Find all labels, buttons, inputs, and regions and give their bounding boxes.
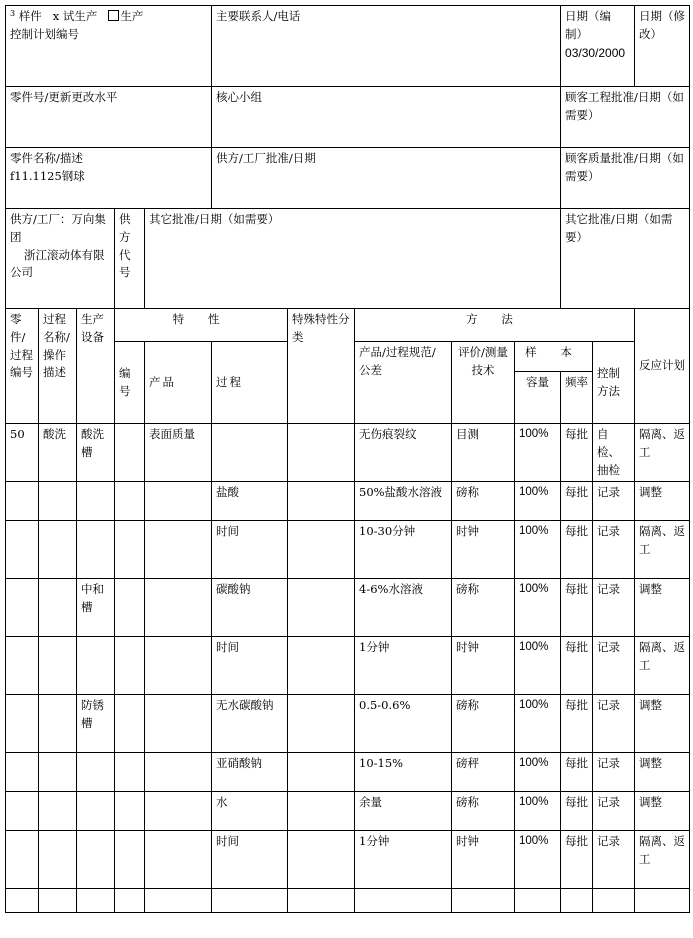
row-char-no xyxy=(115,424,145,482)
row-spec: 10-15% xyxy=(355,753,452,792)
supplier-value-group: 万向集团 xyxy=(10,212,106,244)
orig-date-value: 03/30/2000 xyxy=(565,45,626,60)
row-special xyxy=(288,482,355,521)
core-team-cell xyxy=(212,87,561,148)
row-char-no xyxy=(115,482,145,521)
row-special xyxy=(288,637,355,695)
col-reaction-plan: 反应计划 xyxy=(635,309,690,424)
row-part-no xyxy=(6,637,39,695)
row-control: 记录 xyxy=(593,637,635,695)
row-sample-freq: 每批 xyxy=(561,521,593,579)
row-char-no xyxy=(115,792,145,831)
row-sample-size: 100% xyxy=(515,831,561,889)
supplier-code-label: 供方代号 xyxy=(119,212,131,280)
table-row xyxy=(6,521,690,579)
control-plan-table xyxy=(5,5,690,913)
row-process xyxy=(212,424,288,482)
rev-date-cell xyxy=(635,6,690,87)
row-process-name xyxy=(39,792,77,831)
row-equipment xyxy=(77,482,115,521)
row-char-no xyxy=(115,831,145,889)
table-row xyxy=(6,695,690,753)
type-check-mark: x xyxy=(52,9,60,23)
row-sample-size: 100% xyxy=(515,482,561,521)
customer-eng-cell xyxy=(561,87,690,148)
customer-quality-cell xyxy=(561,148,690,209)
row-eval: 目测 xyxy=(452,424,515,482)
row-char-no xyxy=(115,521,145,579)
row-equipment xyxy=(77,792,115,831)
row-product xyxy=(145,482,212,521)
row-product xyxy=(145,695,212,753)
supplier-approval-label: 供方/工厂批准/日期 xyxy=(216,151,316,165)
col-control-method: 控制方法 xyxy=(593,342,635,424)
row-sample-size: 100% xyxy=(515,424,561,482)
row-product xyxy=(145,521,212,579)
row-part-no xyxy=(6,521,39,579)
contact-label: 主要联系人/电话 xyxy=(216,9,301,23)
type-option-sample: 样件 xyxy=(18,9,42,23)
row-eval: 磅称 xyxy=(452,695,515,753)
col-sample: 样 本 xyxy=(515,342,593,372)
table-row xyxy=(6,637,690,695)
col-spec: 产品/过程规范/公差 xyxy=(355,342,452,424)
row-sample-freq: 每批 xyxy=(561,792,593,831)
row-sample-size: 100% xyxy=(515,637,561,695)
row-sample-freq: 每批 xyxy=(561,753,593,792)
other-approval-cell xyxy=(145,209,561,309)
col-part-process-no: 零件/过程编号 xyxy=(6,309,39,424)
col-methods: 方 法 xyxy=(355,309,635,342)
row-eval: 磅称 xyxy=(452,792,515,831)
supplier-value-company: 浙江滚动体有限公司 xyxy=(10,247,105,280)
row-product xyxy=(145,792,212,831)
row-control: 记录 xyxy=(593,521,635,579)
row-control: 记录 xyxy=(593,753,635,792)
row-reaction: 调整 xyxy=(635,695,690,753)
row-sample-freq: 每批 xyxy=(561,579,593,637)
row-char-no xyxy=(115,579,145,637)
type-checkbox-production xyxy=(108,10,119,21)
row-reaction: 隔离、返工 xyxy=(635,637,690,695)
row-equipment: 酸洗槽 xyxy=(77,424,115,482)
row-part-no xyxy=(6,579,39,637)
row-product: 表面质量 xyxy=(145,424,212,482)
row-sample-freq: 每批 xyxy=(561,424,593,482)
row-reaction: 隔离、返工 xyxy=(635,831,690,889)
row-process: 无水碳酸钠 xyxy=(212,695,288,753)
row-spec: 4-6%水溶液 xyxy=(355,579,452,637)
row-eval: 时钟 xyxy=(452,521,515,579)
row-equipment xyxy=(77,831,115,889)
customer-quality-label: 顾客质量批准/日期（如需要） xyxy=(565,151,684,183)
type-option-production: 生产 xyxy=(120,9,144,23)
table-row xyxy=(6,579,690,637)
row-special xyxy=(288,579,355,637)
row-control: 记录 xyxy=(593,579,635,637)
row-sample-freq: 每批 xyxy=(561,482,593,521)
process-rows xyxy=(6,424,690,889)
supplier-cell xyxy=(6,209,115,309)
row-control: 自检、抽检 xyxy=(593,424,635,482)
row-control: 记录 xyxy=(593,482,635,521)
row-sample-freq: 每批 xyxy=(561,695,593,753)
row-eval: 时钟 xyxy=(452,637,515,695)
row-control: 记录 xyxy=(593,831,635,889)
row-reaction: 调整 xyxy=(635,753,690,792)
row-part-no: 50 xyxy=(6,424,39,482)
row-process: 时间 xyxy=(212,637,288,695)
type-superscript: 3 xyxy=(10,9,16,18)
orig-date-cell xyxy=(561,6,635,87)
row-equipment: 防锈槽 xyxy=(77,695,115,753)
rev-date-label: 日期（修改） xyxy=(639,9,686,41)
table-row xyxy=(6,482,690,521)
row-spec: 50%盐酸水溶液 xyxy=(355,482,452,521)
row-special xyxy=(288,424,355,482)
row-process: 时间 xyxy=(212,521,288,579)
row-special xyxy=(288,831,355,889)
col-equipment: 生产设备 xyxy=(77,309,115,424)
row-equipment xyxy=(77,637,115,695)
table-row xyxy=(6,753,690,792)
col-process-name: 过程名称/操作描述 xyxy=(39,309,77,424)
customer-eng-label: 顾客工程批准/日期（如需要） xyxy=(565,90,684,122)
row-spec: 1分钟 xyxy=(355,637,452,695)
row-control: 记录 xyxy=(593,695,635,753)
row-char-no xyxy=(115,695,145,753)
row-sample-size: 100% xyxy=(515,695,561,753)
row-process-name xyxy=(39,482,77,521)
row-process-name xyxy=(39,579,77,637)
row-product xyxy=(145,579,212,637)
row-eval: 磅称 xyxy=(452,579,515,637)
row-product xyxy=(145,637,212,695)
row-eval: 磅秤 xyxy=(452,753,515,792)
row-process-name: 酸洗 xyxy=(39,424,77,482)
supplier-label: 供方/工厂： xyxy=(10,212,72,226)
row-spec: 10-30分钟 xyxy=(355,521,452,579)
row-sample-freq: 每批 xyxy=(561,831,593,889)
row-process-name xyxy=(39,753,77,792)
table-row xyxy=(6,792,690,831)
row-sample-size: 100% xyxy=(515,579,561,637)
row-process-name xyxy=(39,521,77,579)
row-eval: 时钟 xyxy=(452,831,515,889)
other-approval-label-2: 其它批准/日期（如需要） xyxy=(565,212,673,244)
row-reaction: 调整 xyxy=(635,579,690,637)
row-char-no xyxy=(115,753,145,792)
row-equipment xyxy=(77,521,115,579)
row-reaction: 隔离、返工 xyxy=(635,521,690,579)
row-special xyxy=(288,792,355,831)
row-special xyxy=(288,521,355,579)
type-option-trial: 试生产 xyxy=(62,9,98,23)
row-product xyxy=(145,753,212,792)
row-part-no xyxy=(6,482,39,521)
row-spec: 1分钟 xyxy=(355,831,452,889)
row-reaction: 隔离、返工 xyxy=(635,424,690,482)
row-reaction: 调整 xyxy=(635,792,690,831)
row-process: 盐酸 xyxy=(212,482,288,521)
other-approval-label: 其它批准/日期（如需要） xyxy=(149,212,280,226)
row-sample-freq: 每批 xyxy=(561,637,593,695)
row-sample-size: 100% xyxy=(515,792,561,831)
col-sample-freq: 频率 xyxy=(561,372,593,424)
col-char-no: 编号 xyxy=(115,342,145,424)
row-part-no xyxy=(6,695,39,753)
row-process: 亚硝酸钠 xyxy=(212,753,288,792)
row-process: 时间 xyxy=(212,831,288,889)
other-approval-cell-2 xyxy=(561,209,690,309)
row-reaction: 调整 xyxy=(635,482,690,521)
row-process: 水 xyxy=(212,792,288,831)
row-char-no xyxy=(115,637,145,695)
row-special xyxy=(288,695,355,753)
col-process: 过程 xyxy=(212,342,288,424)
contact-cell xyxy=(212,6,561,87)
col-characteristics: 特 性 xyxy=(115,309,288,342)
part-name-cell xyxy=(6,148,212,209)
supplier-code-cell xyxy=(115,209,145,309)
row-process-name xyxy=(39,831,77,889)
col-product: 产品 xyxy=(145,342,212,424)
core-team-label: 核心小组 xyxy=(216,90,262,104)
row-equipment: 中和槽 xyxy=(77,579,115,637)
row-control: 记录 xyxy=(593,792,635,831)
col-eval-tech: 评价/测量技术 xyxy=(452,342,515,424)
table-row xyxy=(6,831,690,889)
row-sample-size: 100% xyxy=(515,753,561,792)
col-sample-size: 容量 xyxy=(515,372,561,424)
orig-date-label: 日期（编制） xyxy=(565,9,612,41)
part-rev-label: 零件号/更新更改水平 xyxy=(10,90,118,104)
row-product xyxy=(145,831,212,889)
empty-row xyxy=(6,889,690,913)
row-process-name xyxy=(39,695,77,753)
row-process: 碳酸钠 xyxy=(212,579,288,637)
part-rev-cell xyxy=(6,87,212,148)
row-spec: 无伤痕裂纹 xyxy=(355,424,452,482)
control-plan-no-label: 控制计划编号 xyxy=(10,26,79,41)
row-spec: 0.5-0.6% xyxy=(355,695,452,753)
row-process-name xyxy=(39,637,77,695)
part-name-value: f11.1125钢球 xyxy=(10,168,85,183)
col-special-char: 特殊特性分类 xyxy=(288,309,355,424)
row-part-no xyxy=(6,753,39,792)
row-spec: 余量 xyxy=(355,792,452,831)
supplier-approval-cell xyxy=(212,148,561,209)
row-equipment xyxy=(77,753,115,792)
row-part-no xyxy=(6,831,39,889)
part-name-label: 零件名称/描述 xyxy=(10,151,83,165)
row-sample-size: 100% xyxy=(515,521,561,579)
row-part-no xyxy=(6,792,39,831)
row-special xyxy=(288,753,355,792)
table-row xyxy=(6,424,690,482)
row-eval: 磅称 xyxy=(452,482,515,521)
plan-type-cell xyxy=(6,6,212,87)
